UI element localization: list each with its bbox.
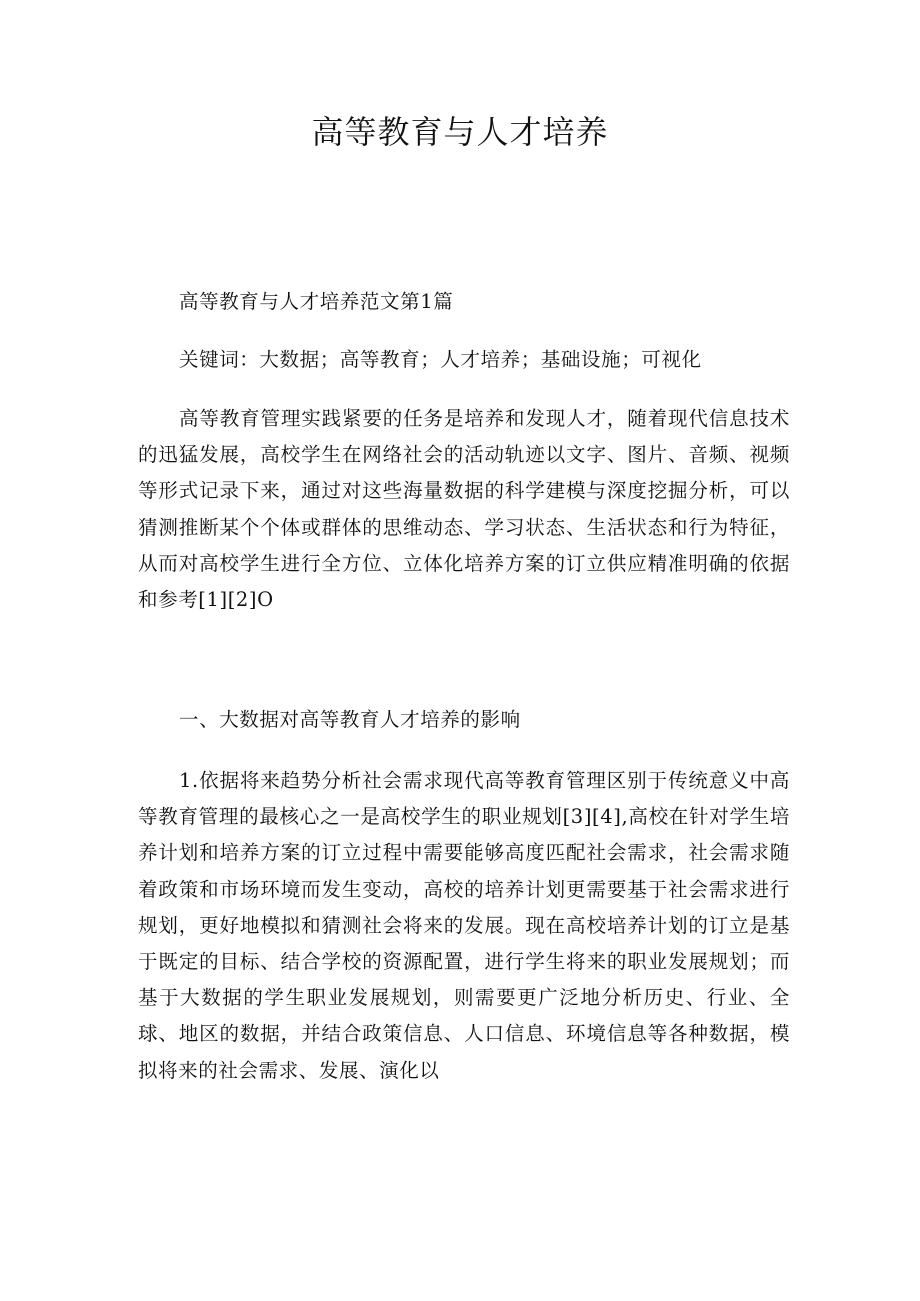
keywords-line: 关键词：大数据；高等教育；人才培养；基础设施；可视化 — [179, 348, 702, 371]
body-paragraph-intro: 高等教育管理实践紧要的任务是培养和发现人才，随着现代信息技术的迅猛发展，高校学生在网络社会的活动轨迹以文字、图片、音频、视频等形式记录下来，通过对这些海量数据的科学建模与深度挖掘分析，可以猜测推断某个个体或群体的思维动态、学习状态、生活状态和行为特征，从而对高校学生进行全方位、立体化培养方案的订立供应精准明确的依据和参考[1][2]O — [138, 407, 790, 612]
article-subtitle: 高等教育与人才培养范文第1篇 — [179, 290, 454, 313]
section-heading: 一、大数据对高等教育人才培养的影响 — [179, 708, 521, 731]
body-paragraph-social-demand: 1.依据将来趋势分析社会需求现代高等教育管理区别于传统意义中高等教育管理的最核心之一是高校学生的职业规划[3][4],高校在针对学生培养计划和培养方案的订立过程中需要能够高度匹配社会需求，社会需求随着政策和市场环境而发生变动，高校的培养计划更需要基于社会需求进行规划，更好地模拟和猜测社会将来的发展。现在高校培养计划的订立是基于既定的目标、结合学校的资源配置，进行学生将来的职业发展规划；而基于大数据的学生职业发展规划，则需要更广泛地分析历史、行业、全球、地区的数据，并结合政策信息、人口信息、环境信息等各种数据，模拟将来的社会需求、发展、演化以 — [138, 769, 790, 1082]
document-title: 高等教育与人才培养 — [311, 113, 609, 151]
